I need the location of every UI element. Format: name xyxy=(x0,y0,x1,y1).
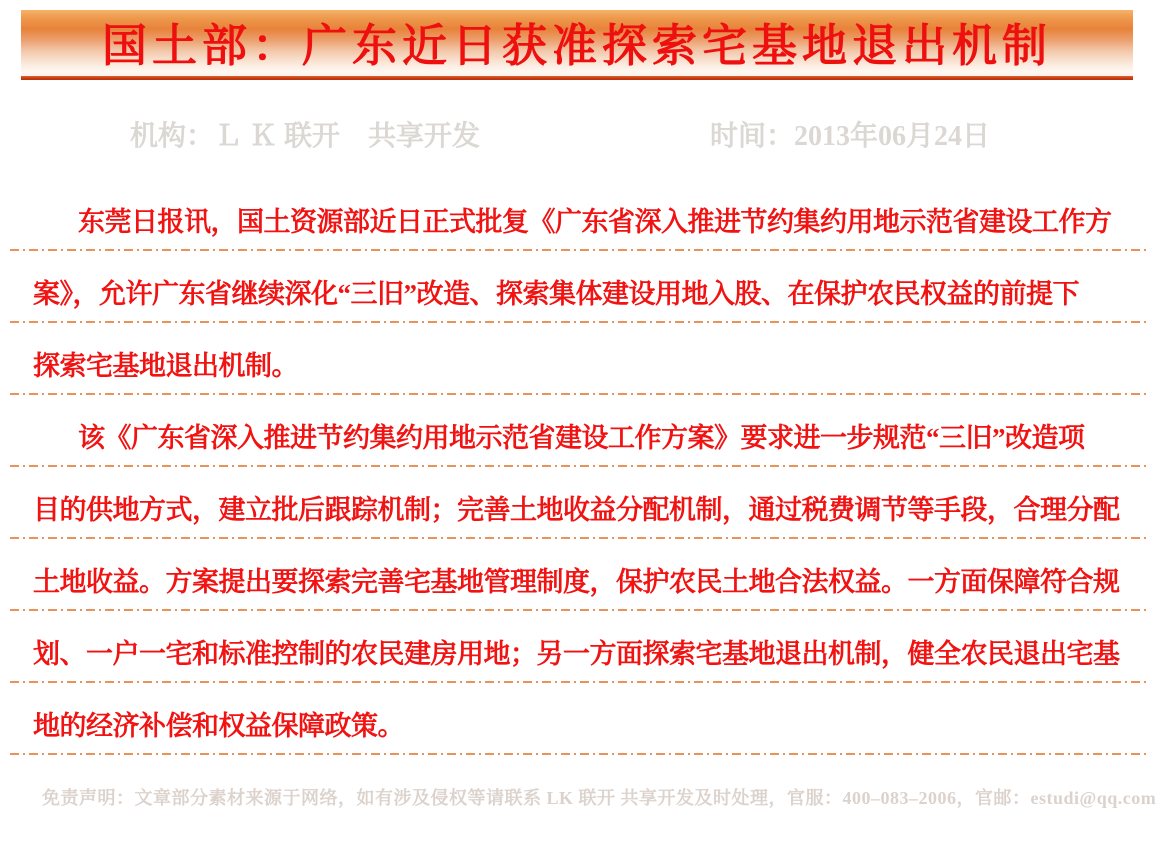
meta-row xyxy=(0,114,1160,150)
line-separator xyxy=(10,681,1150,683)
article-line-text: 地的经济补偿和权益保障政策。 xyxy=(33,711,404,741)
meta-agency: 机构：Ｌ Ｋ 联开 共享开发 xyxy=(130,121,481,152)
line-separator xyxy=(10,465,1150,467)
article-body xyxy=(0,190,1160,766)
article-line xyxy=(33,190,1127,262)
line-separator xyxy=(10,321,1150,323)
article-line-text: 土地收益。方案提出要探索完善宅基地管理制度，保护农民土地合法权益。一方面保障符合规 xyxy=(33,567,1120,597)
line-separator xyxy=(10,753,1150,755)
article-line-text: 探索宅基地退出机制。 xyxy=(33,351,298,381)
header-banner-gradient xyxy=(21,10,1133,73)
article-line xyxy=(33,478,1127,550)
article-line-text: 划、一户一宅和标准控制的农民建房用地；另一方面探索宅基地退出机制，健全农民退出宅基 xyxy=(33,639,1120,669)
footer-disclaimer: 免责声明：文章部分素材来源于网络，如有涉及侵权等请联系 LK 联开 共享开发及时处理，官服：400–083–2006，官邮：estudi@qq.com xyxy=(42,788,1157,808)
line-separator xyxy=(10,249,1150,251)
article-line xyxy=(33,334,1127,406)
meta-date: 时间：2013年06月24日 xyxy=(710,121,991,152)
article-line xyxy=(33,550,1127,622)
line-separator xyxy=(10,393,1150,395)
line-separator xyxy=(10,537,1150,539)
article-line xyxy=(33,406,1127,478)
article-line xyxy=(33,694,1127,766)
header-banner xyxy=(21,10,1133,80)
article-line-text: 东莞日报讯，国土资源部近日正式批复《广东省深入推进节约集约用地示范省建设工作方 xyxy=(78,207,1112,237)
article-line xyxy=(33,262,1127,334)
article-line-text: 案》，允许广东省继续深化“三旧”改造、探索集体建设用地入股、在保护农民权益的前提下 xyxy=(33,279,1079,309)
line-separator xyxy=(10,609,1150,611)
article-line-text: 目的供地方式，建立批后跟踪机制；完善土地收益分配机制，通过税费调节等手段，合理分配 xyxy=(33,495,1120,525)
article-line xyxy=(33,622,1127,694)
article-line-text: 该《广东省深入推进节约集约用地示范省建设工作方案》要求进一步规范“三旧”改造项 xyxy=(78,423,1085,453)
page-title: 国土部：广东近日获准探索宅基地退出机制 xyxy=(101,21,1052,71)
header-banner-underline xyxy=(21,76,1133,80)
